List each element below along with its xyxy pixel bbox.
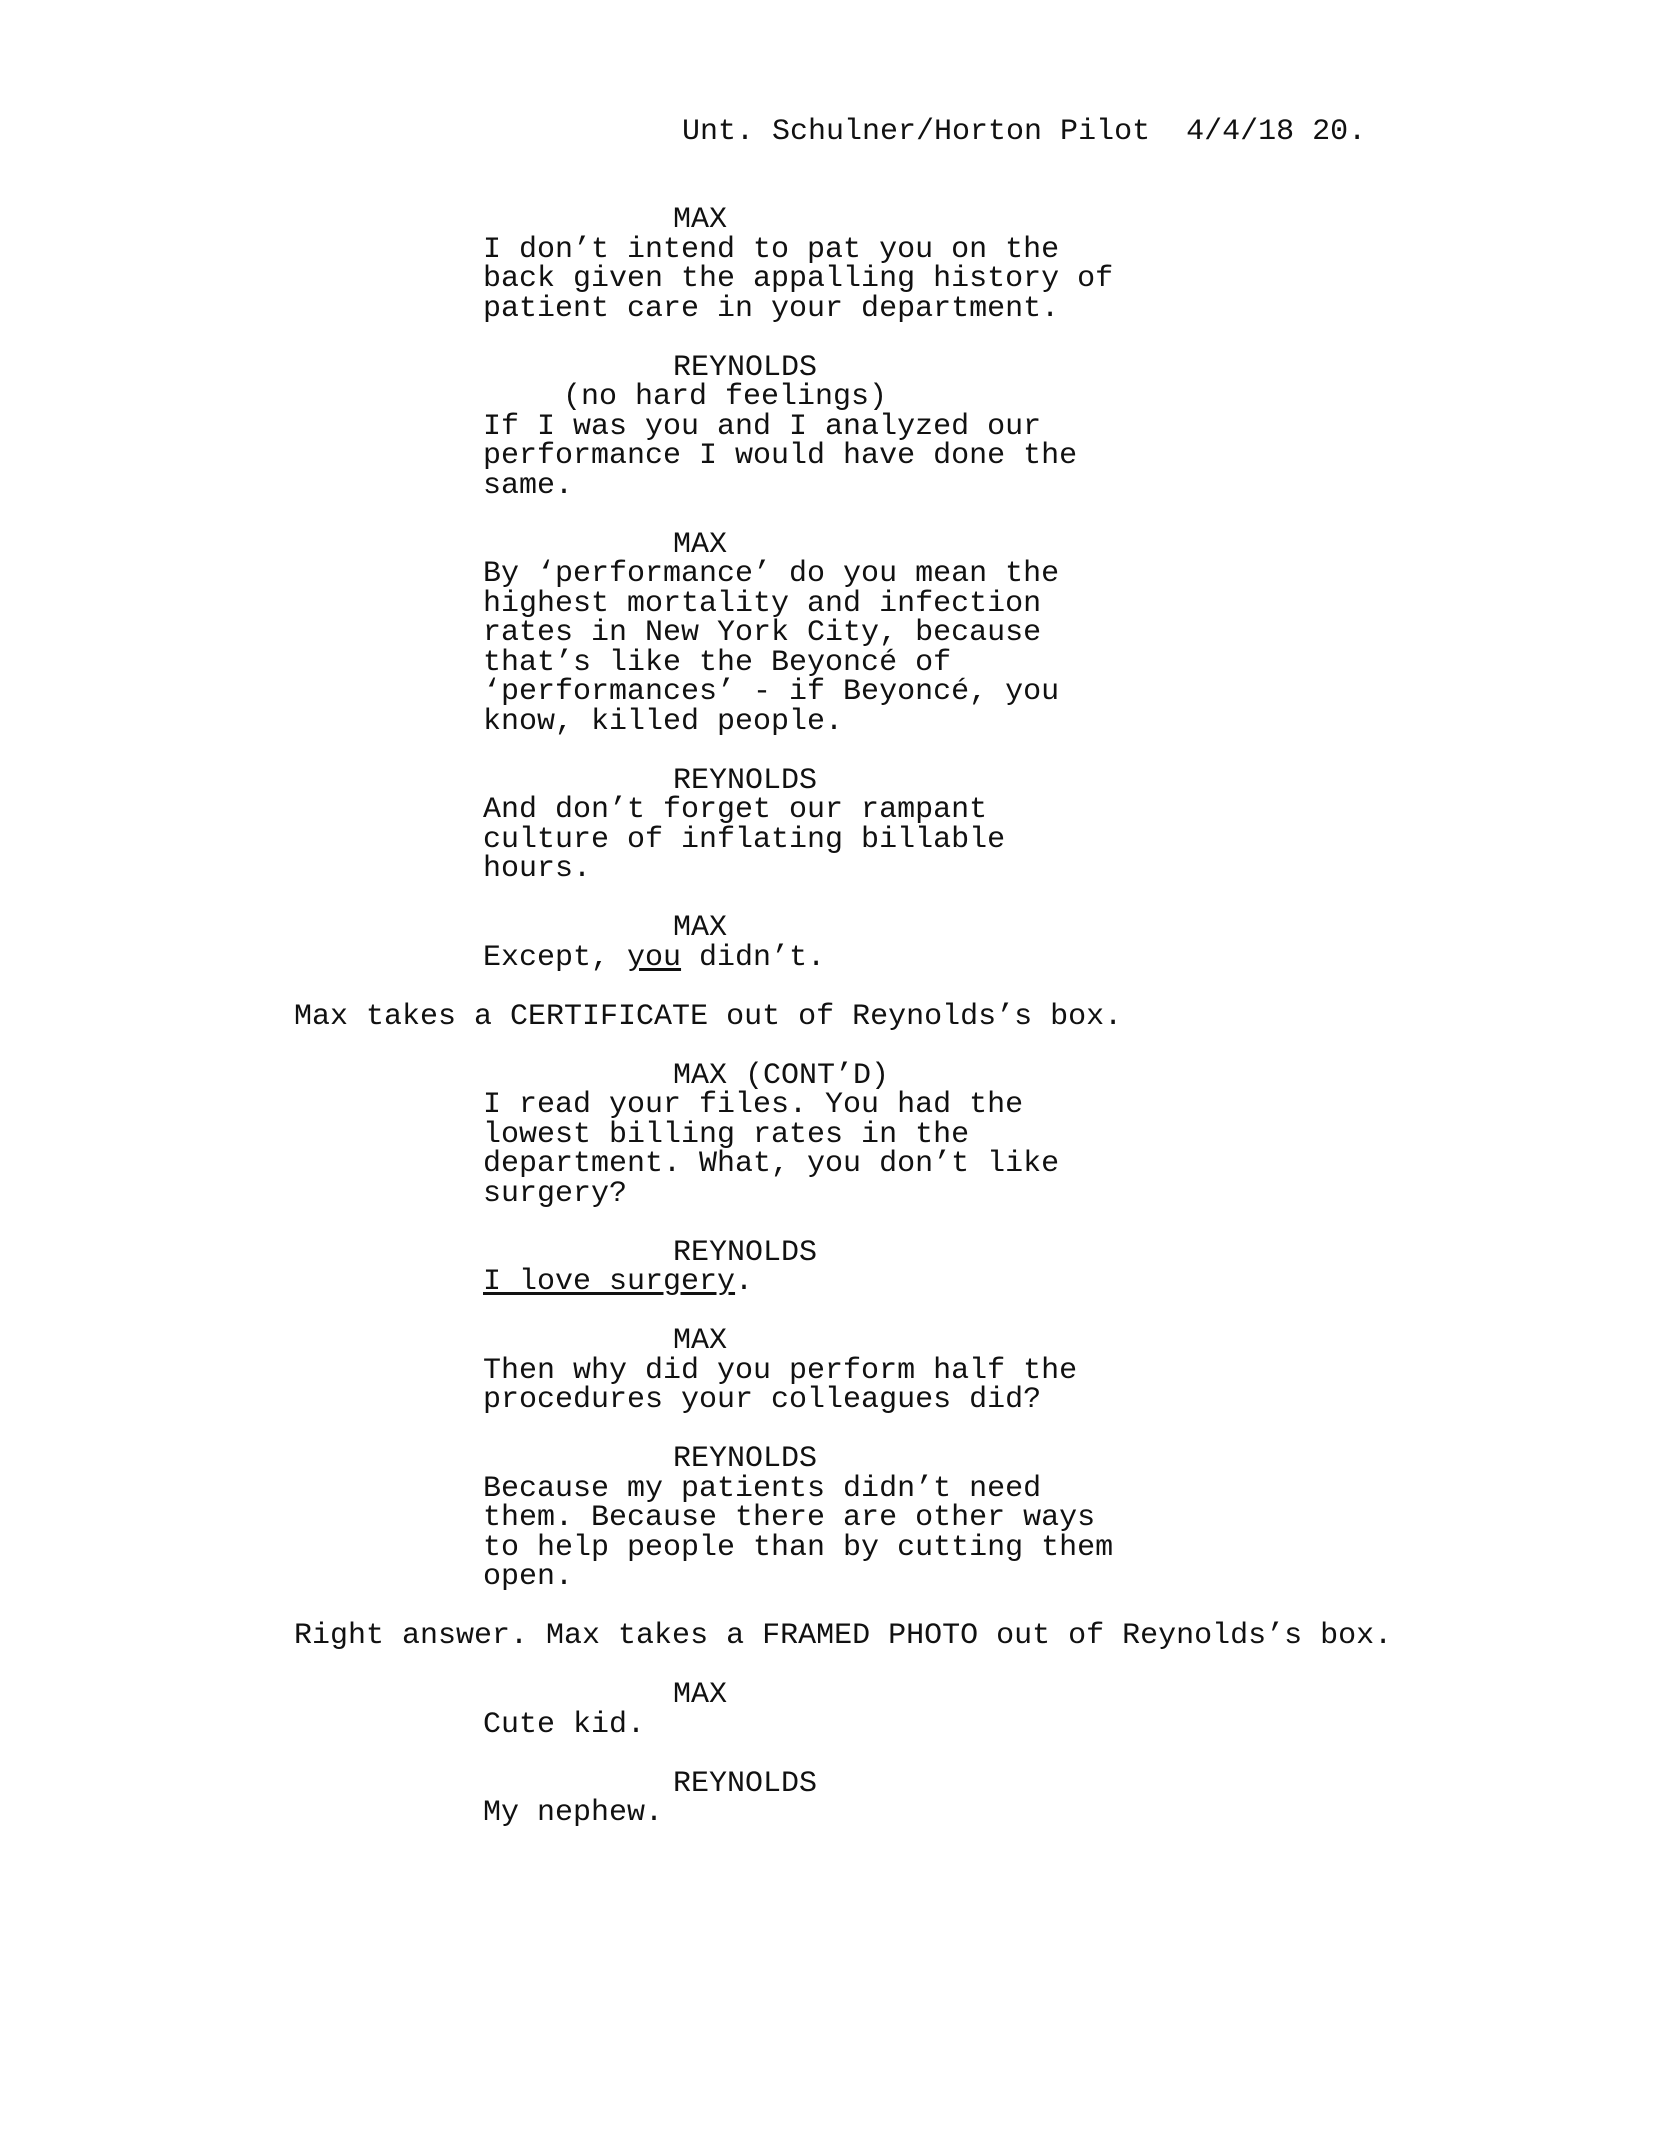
- character-name: MAX: [673, 527, 728, 562]
- dialogue-line: performance I would have done the: [483, 439, 1078, 473]
- dialogue-line: rates in New York City, because: [483, 616, 1042, 650]
- dialogue-line: to help people than by cutting them: [483, 1530, 1114, 1565]
- header-title: Unt. Schulner/Horton Pilot: [682, 115, 1151, 149]
- character-name: REYNOLDS: [673, 1235, 818, 1270]
- dialogue-line: My nephew.: [483, 1796, 664, 1830]
- text-segment: .: [735, 1265, 754, 1299]
- dialogue-line: procedures your colleagues did?: [483, 1383, 1042, 1417]
- parenthetical: (no hard feelings): [563, 380, 888, 414]
- underlined-text: you: [627, 940, 682, 975]
- character-name: REYNOLDS: [673, 350, 818, 385]
- dialogue-line: culture of inflating billable: [483, 822, 1006, 857]
- dialogue-line: I don’t intend to pat you on the: [483, 232, 1060, 267]
- dialogue-line: patient care in your department.: [483, 291, 1060, 326]
- dialogue-block: [0, 1058, 1653, 1211]
- dialogue-line: [483, 940, 1653, 975]
- dialogue-line: hours.: [483, 852, 592, 886]
- dialogue-block: [0, 1442, 1653, 1594]
- dialogue-line: ‘performances’ - if Beyoncé, you: [483, 675, 1060, 709]
- character-name: MAX (CONT’D): [673, 1058, 890, 1093]
- dialogue-block: [0, 527, 1653, 739]
- dialogue-line: And don’t forget our rampant: [483, 793, 988, 827]
- dialogue-line: them. Because there are other ways: [483, 1501, 1096, 1535]
- action-block: [0, 1619, 1653, 1653]
- dialogue-line: surgery?: [483, 1176, 628, 1211]
- text-segment: Except,: [483, 940, 628, 975]
- header-date: 4/4/18: [1186, 115, 1295, 149]
- dialogue-line: [483, 1265, 1653, 1299]
- dialogue-line: lowest billing rates in the: [483, 1117, 970, 1152]
- dialogue-line: If I was you and I analyzed our: [483, 409, 1042, 444]
- text-segment: didn’t.: [681, 940, 826, 975]
- dialogue-line: know, killed people.: [483, 704, 844, 739]
- dialogue-line: same.: [483, 468, 574, 503]
- dialogue-line: open.: [483, 1560, 574, 1594]
- action-line: Max takes a CERTIFICATE out of Reynolds’s box.: [294, 999, 1123, 1034]
- dialogue-block: [0, 1766, 1653, 1830]
- action-block: [0, 999, 1653, 1034]
- character-name: REYNOLDS: [673, 1766, 818, 1801]
- dialogue-line: By ‘performance’ do you mean the: [483, 557, 1060, 591]
- script-body: [0, 203, 1653, 1858]
- dialogue-line: that’s like the Beyoncé of: [483, 645, 952, 680]
- character-name: MAX: [673, 911, 728, 945]
- underlined-text: I love surgery: [483, 1265, 736, 1299]
- character-name: REYNOLDS: [673, 763, 818, 798]
- dialogue-line: highest mortality and infection: [483, 586, 1042, 621]
- character-name: MAX: [673, 1678, 728, 1712]
- page-header: [682, 115, 1367, 149]
- page-number: 20.: [1312, 115, 1367, 149]
- dialogue-block: [0, 763, 1653, 886]
- dialogue-line: Cute kid.: [483, 1707, 646, 1742]
- dialogue-line: Then why did you perform half the: [483, 1353, 1078, 1388]
- dialogue-line: department. What, you don’t like: [483, 1147, 1060, 1181]
- dialogue-block: [0, 1324, 1653, 1417]
- dialogue-block: [0, 350, 1653, 503]
- dialogue-block: [0, 1678, 1653, 1742]
- action-line: Right answer. Max takes a FRAMED PHOTO out of Reynolds’s box.: [294, 1619, 1393, 1653]
- character-name: MAX: [673, 203, 728, 237]
- dialogue-block: [0, 911, 1653, 975]
- dialogue-line: Because my patients didn’t need: [483, 1471, 1042, 1506]
- dialogue-block: [0, 203, 1653, 326]
- dialogue-block: [0, 1235, 1653, 1299]
- character-name: REYNOLDS: [673, 1442, 818, 1476]
- dialogue-line: I read your files. You had the: [483, 1088, 1024, 1122]
- dialogue-line: back given the appalling history of: [483, 262, 1114, 296]
- character-name: MAX: [673, 1324, 728, 1358]
